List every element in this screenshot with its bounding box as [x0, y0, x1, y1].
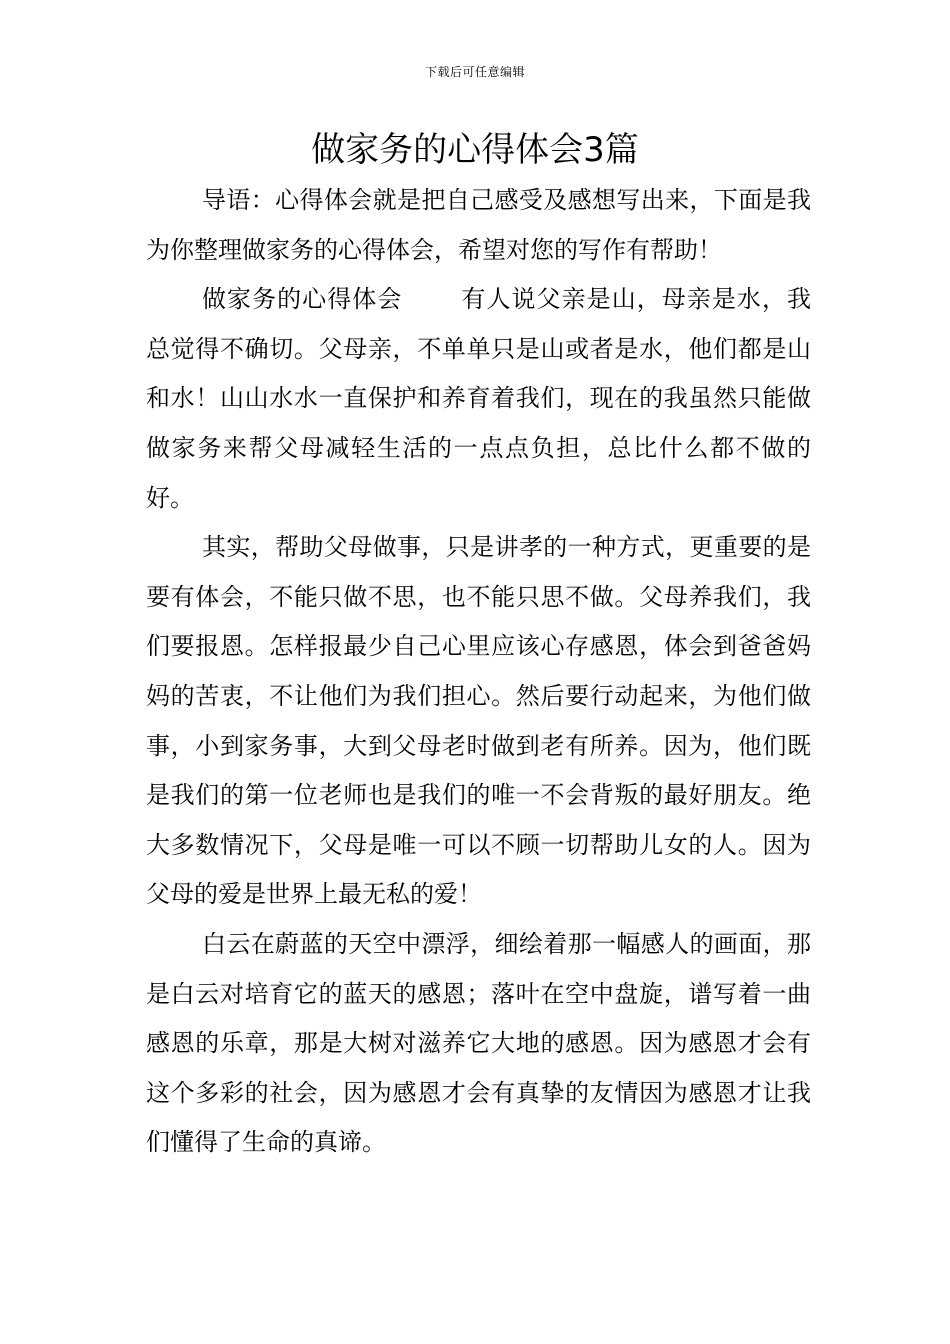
paragraph-1 [146, 275, 811, 523]
page-title: 做家务的心得体会3篇 [311, 130, 639, 170]
document-body [146, 176, 811, 1168]
intro-paragraph: 导语：心得体会就是把自己感受及感想写出来，下面是我为你整理做家务的心得体会，希望对您的写作有帮助！ [146, 186, 811, 264]
paragraph-2: 其实，帮助父母做事，只是讲孝的一种方式，更重要的是要有体会，不能只做不思，也不能只思不做。父母养我们，我们要报恩。怎样报最少自己心里应该心存感恩，体会到爸爸妈妈的苦衷，不让他们为我们担心。然后要行动起来，为他们做事，小到家务事，大到父母老时做到老有所养。因为，他们既是我们的第一位老师也是我们的唯一不会背叛的最好朋友。绝大多数情况下，父母是唯一可以不顾一切帮助儿女的人。因为父母的爱是世界上最无私的爱！ [146, 533, 811, 909]
header-note: 下载后可任意编辑 [424, 65, 525, 79]
paragraph-3: 白云在蔚蓝的天空中漂浮，细绘着那一幅感人的画面，那是白云对培育它的蓝天的感恩；落叶在空中盘旋，谱写着一曲感恩的乐章，那是大树对滋养它大地的感恩。因为感恩才会有这个多彩的社会，因为感恩才会有真挚的友情因为感恩才让我们懂得了生命的真谛。 [146, 929, 811, 1157]
paragraph-1-text: 有人说父亲是山，母亲是水，我总觉得不确切。父母亲，不单单只是山或者是水，他们都是山和水！山山水水一直保护和养育着我们，现在的我虽然只能做做家务来帮父母减轻生活的一点点负担，总比什么都不做的好。 [146, 285, 812, 512]
section-heading: 做家务的心得体会 [202, 285, 403, 314]
